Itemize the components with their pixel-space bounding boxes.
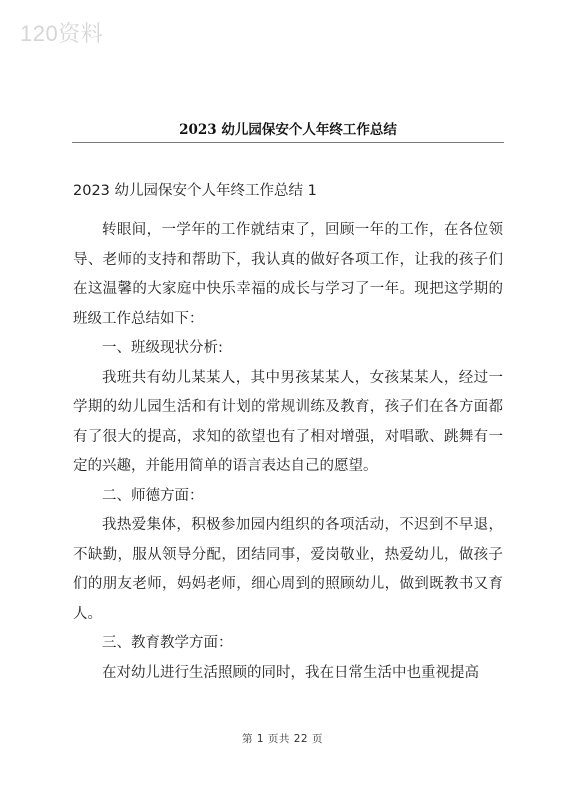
document-subtitle: 2023 幼儿园保安个人年终工作总结 1 <box>73 183 317 199</box>
section-heading-ethics: 二、师德方面： <box>102 487 204 504</box>
header-divider <box>72 142 504 143</box>
section-heading-teaching: 三、教育教学方面： <box>102 635 233 651</box>
class-status-paragraph: 我班共有幼儿某某人，其中男孩某某人，女孩某某人，经过一学期的幼儿园生活和有计划的常规训练及教育，孩子们在各方面都有了很大的提高，求知的欲望也有了相对增强，对唱歌、跳舞有一定的兴趣，并能用简单的语言表达自己的愿望。 <box>73 369 503 474</box>
ethics-paragraph: 我热爱集体，积极参加园内组织的各项活动，不迟到不早退，不缺勤，服从领导分配，团结同事，爱岗敬业，热爱幼儿，做孩子们的朋友老师，妈妈老师，细心周到的照顾幼儿，做到既教书又育人。 <box>73 517 503 622</box>
page-header-title: 2023 幼儿园保安个人年终工作总结 <box>179 122 397 138</box>
page-number-footer: 第 1 页共 22 页 <box>242 733 323 745</box>
document-body <box>73 180 503 688</box>
intro-paragraph: 转眼间，一学年的工作就结束了，回顾一年的工作，在各位领导、老师的支持和帮助下，我认真的做好各项工作，让我的孩子们在这温馨的大家庭中快乐幸福的成长与学习了一年。现把这学期的班级工作总结如下： <box>73 222 503 327</box>
teaching-paragraph: 在对幼儿进行生活照顾的同时，我在日常生活中也重视提高 <box>102 664 479 681</box>
section-heading-class-status: 一、班级现状分析: <box>102 340 223 356</box>
watermark-logo: 120资料 <box>20 21 104 46</box>
